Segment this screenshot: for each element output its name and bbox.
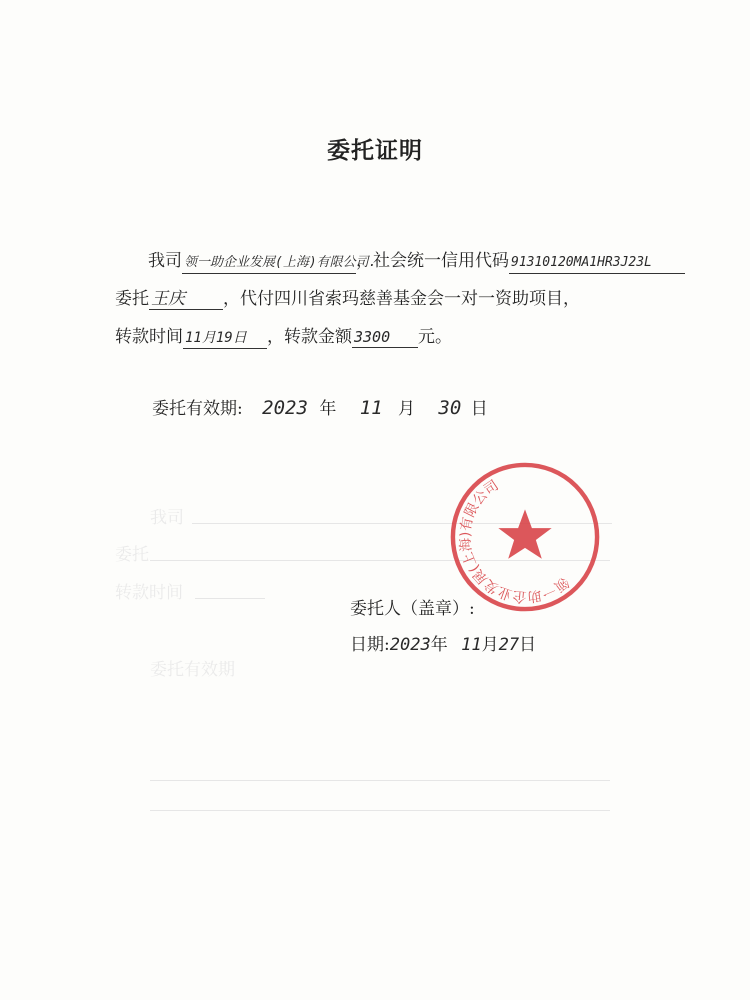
date-day: 27 (498, 635, 520, 655)
date-year: 2023 (389, 635, 431, 655)
date-year-unit: 年 (430, 635, 448, 655)
validity-year: 2023 (262, 397, 308, 419)
company-name-field: 领一助企业发展(上海)有限公司. (182, 253, 356, 274)
amount-unit: 元。 (418, 327, 452, 347)
seal-star-icon (498, 509, 551, 558)
bleed-through-text: 转款时间 (115, 583, 183, 603)
company-line (148, 246, 685, 274)
validity-month-unit: 月 (398, 399, 416, 419)
transfer-amount-label: ，转款金额 (267, 327, 352, 347)
date-month-unit: 月 (481, 635, 499, 655)
bleed-through-text: 我司 (150, 508, 184, 528)
transfer-amount-field: 3300 (352, 327, 418, 348)
validity-month: 11 (359, 397, 383, 419)
transfer-line (115, 322, 452, 349)
validity-line (152, 394, 488, 419)
agent-prefix: 委托 (115, 289, 149, 309)
validity-day: 30 (438, 397, 462, 419)
signer-label: 委托人（盖章）: (350, 599, 475, 619)
date-month: 11 (461, 635, 482, 655)
credit-code-label: ，社会统一信用代码 (356, 251, 509, 271)
date-day-unit: 日 (519, 635, 537, 655)
validity-label: 委托有效期: (152, 399, 243, 419)
bleed-through-text: 委托 (115, 545, 149, 565)
company-prefix: 我司 (148, 251, 182, 271)
date-line (350, 630, 536, 655)
bleed-through-line (150, 780, 610, 781)
agent-line (115, 284, 580, 310)
bleed-through-line (195, 598, 265, 599)
transfer-time-field: 11月19日 (183, 328, 267, 349)
bleed-through-line (150, 810, 610, 811)
agent-purpose-text: ，代付四川省索玛慈善基金会一对一资助项目， (223, 289, 580, 309)
company-seal (446, 458, 604, 616)
agent-name-field: 王庆 (149, 289, 223, 310)
seal-text: 领一助企业发展(上海)有限公司 (457, 477, 572, 605)
validity-day-unit: 日 (470, 399, 488, 419)
bleed-through-text: 委托有效期 (150, 660, 235, 680)
document-title: 委托证明 (327, 138, 423, 164)
credit-code-field: 91310120MA1HR3J23L (509, 253, 685, 274)
signer-line (350, 594, 475, 619)
validity-year-unit: 年 (319, 399, 337, 419)
transfer-time-label: 转款时间 (115, 327, 183, 347)
date-label: 日期: (350, 635, 390, 655)
